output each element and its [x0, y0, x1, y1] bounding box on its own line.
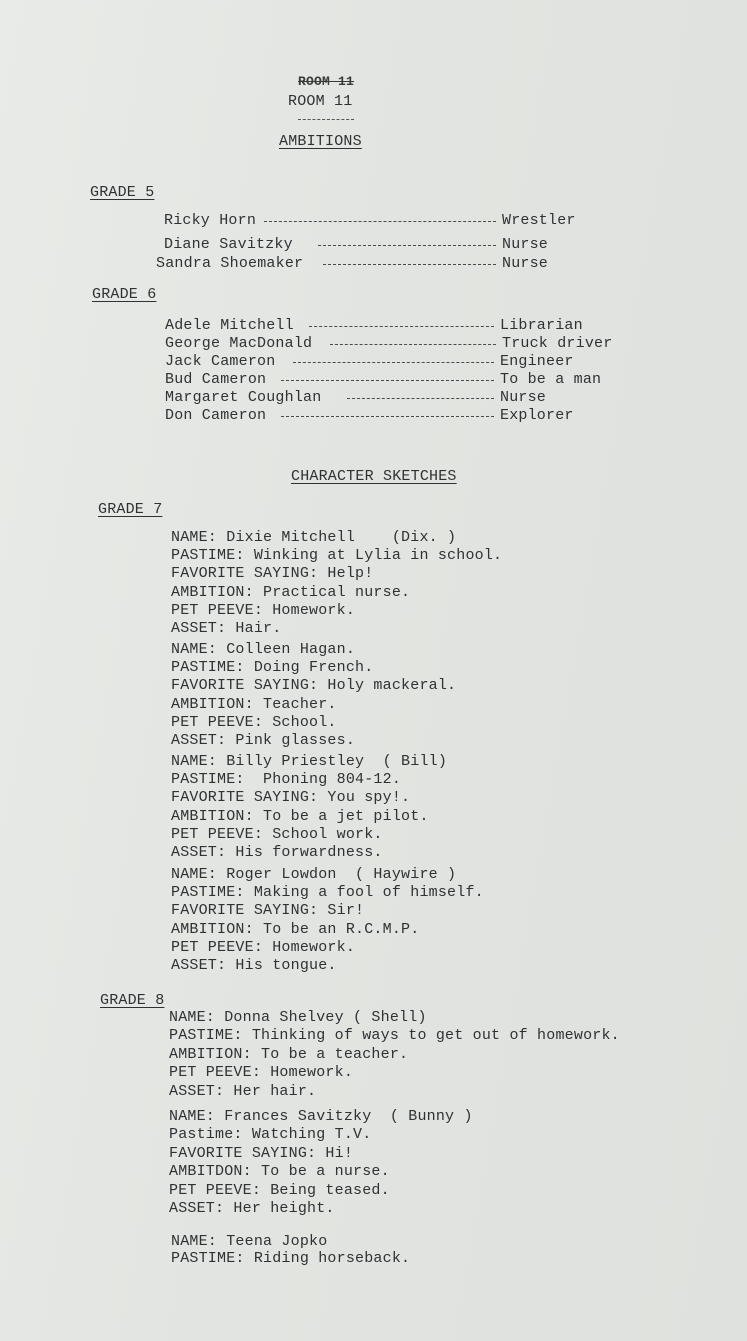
ambition-row	[0, 335, 747, 353]
student-ambition: Wrestler	[502, 212, 576, 229]
sketch-line: PET PEEVE: School.	[171, 713, 337, 731]
leader-dashes	[293, 362, 494, 363]
student-ambition: Nurse	[502, 236, 549, 253]
leader-dashes	[281, 380, 494, 381]
sketch-line: ASSET: Her height.	[169, 1200, 335, 1217]
student-name: Don Cameron	[165, 407, 267, 424]
sketch-line: ASSET: His forwardness.	[171, 844, 383, 861]
sketch-line: AMBITION: To be an R.C.M.P.	[171, 920, 420, 938]
sketch-line: PET PEEVE: Homework.	[169, 1064, 354, 1082]
sketch-line: FAVORITE SAYING: Sir!	[171, 902, 365, 920]
sketch-line: FAVORITE SAYING: Holy mackeral.	[171, 677, 457, 695]
sketch-line: PASTIME: Phoning 804-12.	[171, 771, 402, 789]
leader-dashes	[323, 264, 496, 265]
ambition-row	[0, 317, 747, 335]
student-name: Sandra Shoemaker	[156, 255, 304, 272]
sketch-line: Pastime: Watching T.V.	[169, 1126, 372, 1144]
sketch-line: NAME: Teena Jopko	[171, 1233, 328, 1250]
student-ambition: Engineer	[500, 353, 574, 370]
sketch-line: AMBITDON: To be a nurse.	[169, 1163, 390, 1181]
sketch-line: FAVORITE SAYING: You spy!.	[171, 789, 411, 807]
sketch-line: NAME: Colleen Hagan.	[171, 641, 356, 658]
ambition-row	[0, 389, 747, 407]
ambition-row	[0, 353, 747, 371]
student-name: George MacDonald	[165, 335, 313, 352]
sketch-line: PET PEEVE: Being teased.	[169, 1181, 390, 1199]
sketch-line: NAME: Donna Shelvey ( Shell)	[169, 1009, 427, 1026]
student-name: Diane Savitzky	[164, 236, 293, 253]
room-heading: ROOM 11	[288, 93, 353, 110]
student-ambition: Truck driver	[502, 335, 613, 352]
sketch-line: ASSET: Pink glasses.	[171, 732, 356, 749]
ambition-row	[0, 371, 747, 389]
grade6-label: GRADE 6	[92, 286, 157, 303]
sketch-line: NAME: Roger Lowdon ( Haywire )	[171, 866, 457, 883]
sketch-line: ASSET: His tongue.	[171, 957, 337, 974]
student-ambition: Nurse	[502, 255, 549, 272]
grade5-label: GRADE 5	[90, 184, 155, 201]
student-name: Bud Cameron	[165, 371, 267, 388]
sketch-line: PASTIME: Thinking of ways to get out of homework.	[169, 1027, 620, 1045]
sketch-line: FAVORITE SAYING: Help!	[171, 565, 374, 583]
ambition-row	[0, 236, 747, 254]
sketch-line: NAME: Billy Priestley ( Bill)	[171, 753, 448, 770]
heading-rule	[298, 119, 354, 121]
sketch-line: AMBITION: To be a teacher.	[169, 1045, 409, 1063]
sketch-line: PASTIME: Doing French.	[171, 659, 374, 677]
leader-dashes	[264, 221, 496, 222]
ambition-row	[0, 212, 747, 230]
sketch-line: AMBITION: To be a jet pilot.	[171, 807, 429, 825]
sketch-line: AMBITION: Teacher.	[171, 695, 337, 713]
leader-dashes	[281, 416, 494, 417]
sketch-line: AMBITION: Practical nurse.	[171, 583, 411, 601]
sketch-line: PET PEEVE: Homework.	[171, 938, 356, 956]
grade7-label: GRADE 7	[98, 501, 163, 518]
student-ambition: To be a man	[500, 371, 602, 388]
student-ambition: Nurse	[500, 389, 547, 406]
leader-dashes	[347, 398, 494, 399]
ambition-row	[0, 407, 747, 425]
student-name: Jack Cameron	[165, 353, 276, 370]
student-ambition: Librarian	[500, 317, 583, 334]
ambitions-title: AMBITIONS	[279, 133, 362, 150]
sketch-line: PASTIME: Riding horseback.	[171, 1250, 411, 1267]
student-name: Adele Mitchell	[165, 317, 294, 334]
sketch-line: PASTIME: Making a fool of himself.	[171, 884, 484, 902]
student-name: Margaret Coughlan	[165, 389, 322, 406]
grade8-label: GRADE 8	[100, 992, 165, 1009]
sketch-line: ASSET: Her hair.	[169, 1082, 317, 1100]
sketch-line: PET PEEVE: School work.	[171, 825, 383, 843]
struck-title: ROOM 11	[298, 74, 355, 89]
student-ambition: Explorer	[500, 407, 574, 424]
leader-dashes	[318, 245, 496, 246]
sketch-line: ASSET: Hair.	[171, 620, 282, 637]
leader-dashes	[330, 344, 496, 345]
sketch-line: NAME: Frances Savitzky ( Bunny )	[169, 1108, 473, 1125]
sketch-line: PASTIME: Winking at Lylia in school.	[171, 547, 503, 565]
character-sketches-title: CHARACTER SKETCHES	[291, 468, 457, 485]
sketch-line: NAME: Dixie Mitchell (Dix. )	[171, 529, 457, 546]
sketch-line: PET PEEVE: Homework.	[171, 601, 356, 619]
ambition-row	[0, 255, 747, 273]
sketch-line: FAVORITE SAYING: Hi!	[169, 1144, 354, 1162]
student-name: Ricky Horn	[164, 212, 257, 229]
leader-dashes	[309, 326, 494, 327]
